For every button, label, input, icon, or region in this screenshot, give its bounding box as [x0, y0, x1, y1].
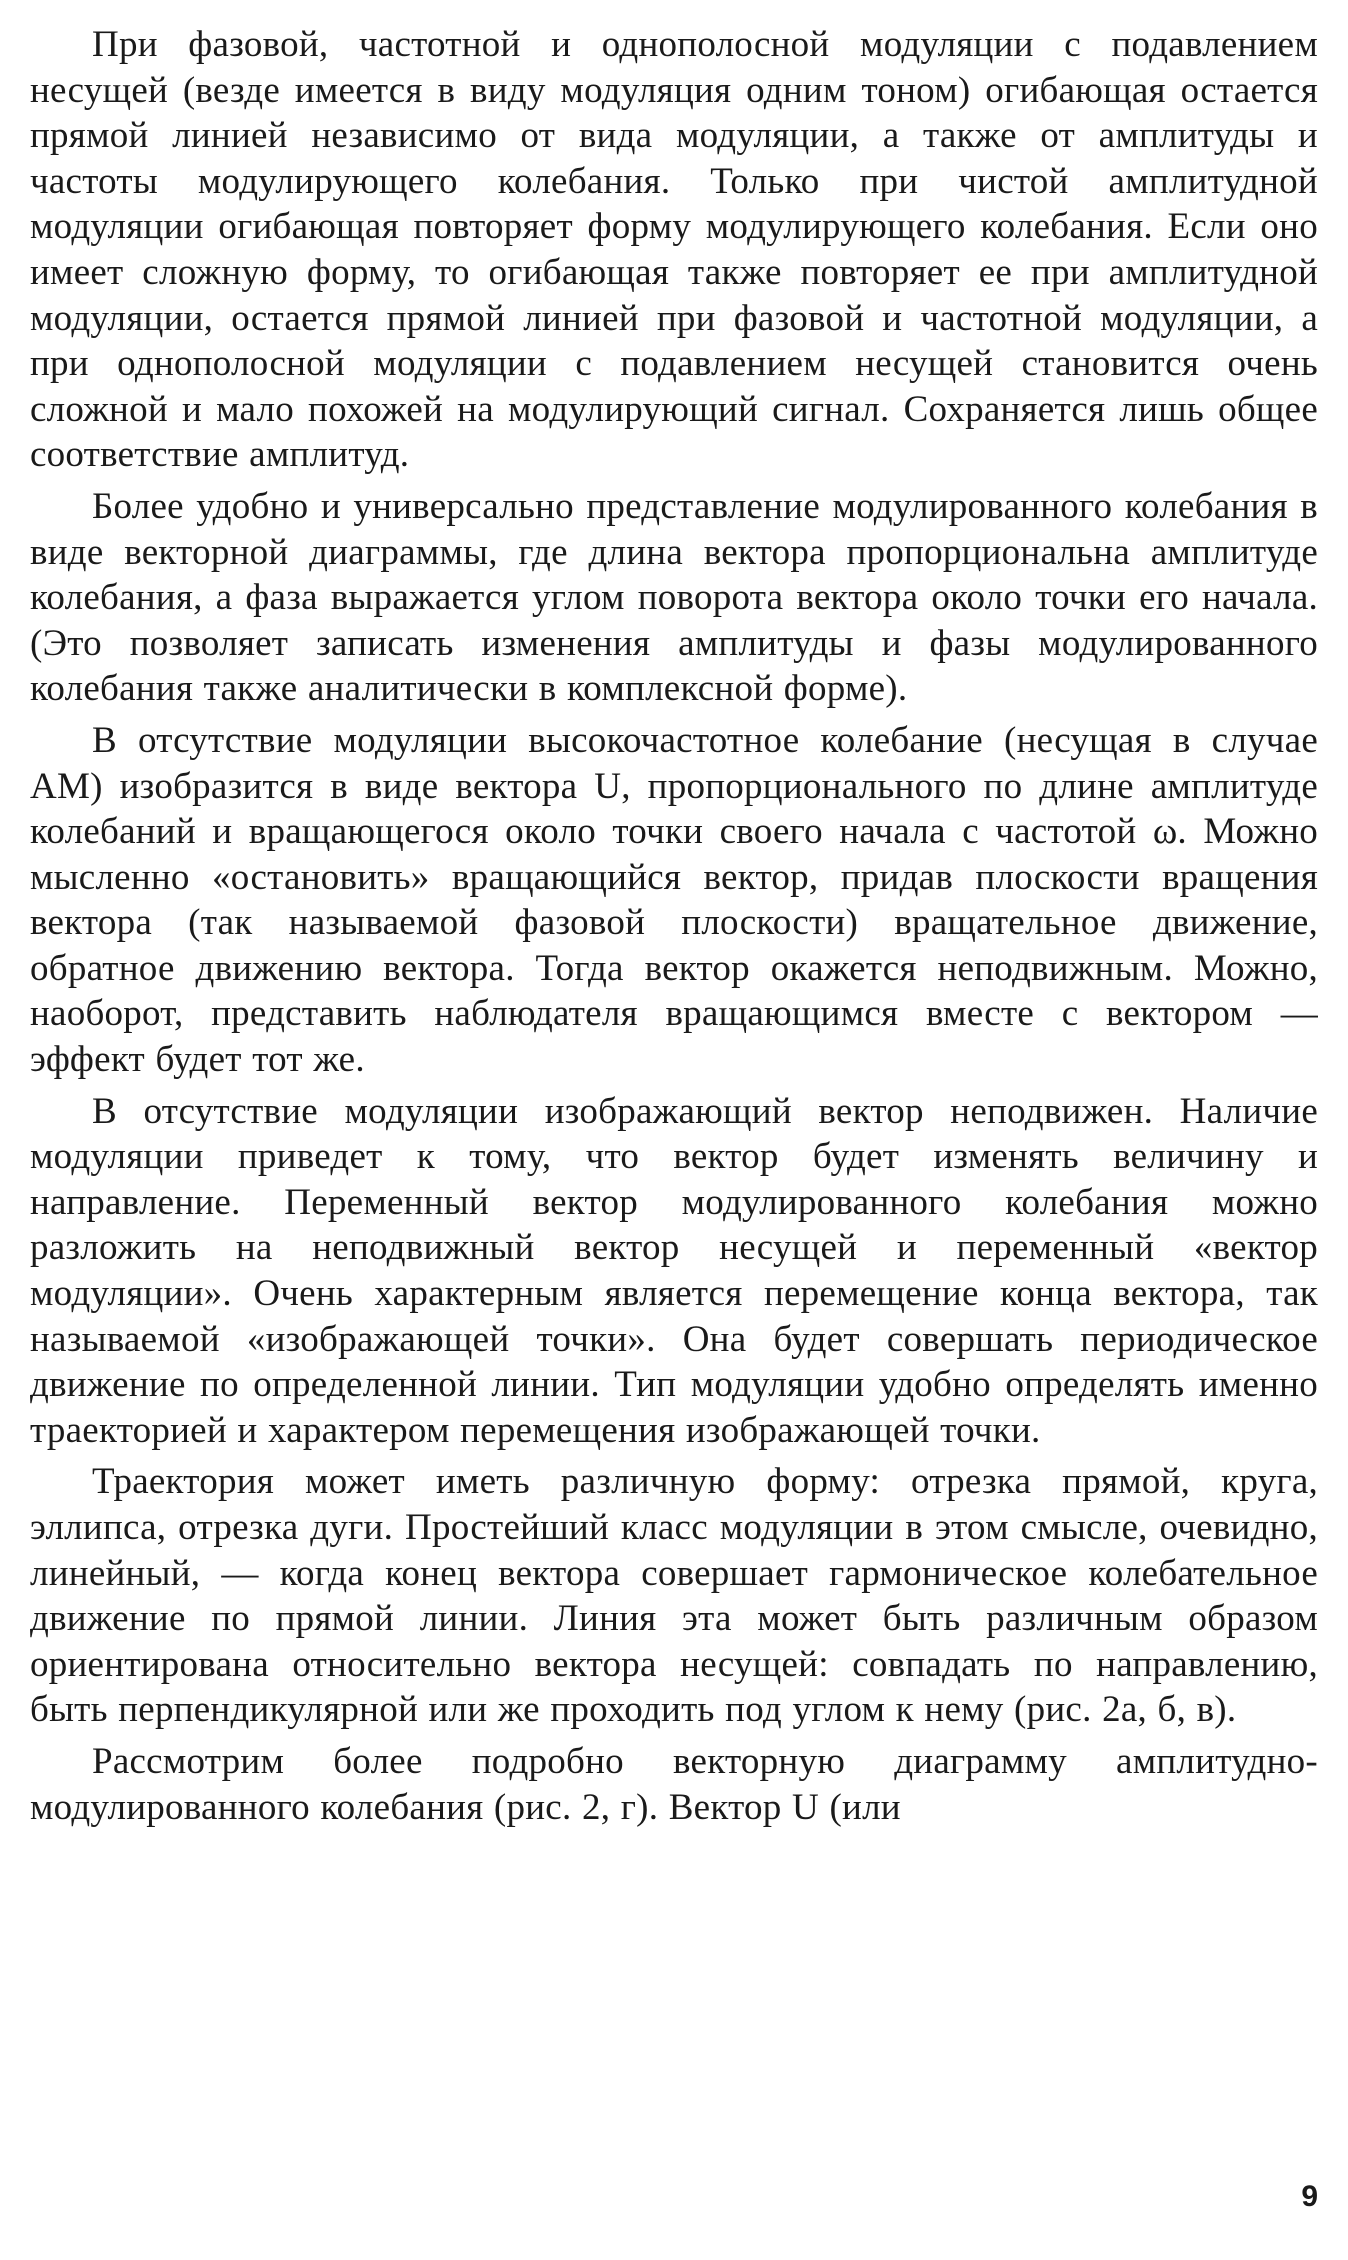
paragraph-modulation-vector: В отсутствие модуляции изображающий вектор неподвижен. Наличие модуляции приведет к тому, что вектор будет изменять величину и направление. Переменный вектор модулированного колебания можно разложить на неподвижный вектор несущей и переменный «вектор модуляции». Очень характерным является перемещение конца вектора, так называемой «изображающей точки». Она будет совершать периодическое движение по определенной линии. Тип модуляции удобно определять именно траекторией и характером перемещения изображающей точки.: [30, 1090, 1318, 1451]
page-body: [30, 22, 1318, 1836]
paragraph-am-diagram: Рассмотрим более подробно векторную диаграмму амплитудно-модулированного колебания (рис. 2, г). Вектор U (или: [30, 1740, 1318, 1828]
page-number: 9: [1301, 2180, 1318, 2213]
paragraph-rotating-vector: В отсутствие модуляции высокочастотное колебание (несущая в случае АМ) изобразится в виде вектора U, пропорционального по длине амплитуде колебаний и вращающегося около точки своего начала с частотой ω. Можно мысленно «остановить» вращающийся вектор, придав плоскости вращения вектора (так называемой фазовой плоскости) вращательное движение, обратное движению вектора. Тогда вектор окажется неподвижным. Можно, наоборот, представить наблюдателя вращающимся вместе с вектором — эффект будет тот же.: [30, 719, 1318, 1081]
paragraph-trajectory: Траектория может иметь различную форму: отрезка прямой, круга, эллипса, отрезка дуги. Простейший класс модуляции в этом смысле, очевидно, линейный, — когда конец вектора совершает гармоническое колебательное движение по прямой линии. Линия эта может быть различным образом ориентирована относительно вектора несущей: совпадать по направлению, быть перпендикулярной или же проходить под углом к нему (рис. 2а, б, в).: [30, 1461, 1318, 1731]
paragraph-modulation-envelope: При фазовой, частотной и однополосной модуляции с подавлением несущей (везде имеется в виду модуляция одним тоном) огибающая остается прямой линией независимо от вида модуляции, а также от амплитуды и частоты модулирующего колебания. Только при чистой амплитудной модуляции огибающая повторяет форму модулирующего колебания. Если оно имеет сложную форму, то огибающая также повторяет ее при амплитудной модуляции, остается прямой линией при фазовой и частотной модуляции, а при однополосной модуляции с подавлением несущей становится очень сложной и мало похожей на модулирующий сигнал. Сохраняется лишь общее соответствие амплитуд.: [30, 24, 1318, 476]
paragraph-vector-diagram: Более удобно и универсально представление модулированного колебания в виде векторной диаграммы, где длина вектора пропорциональна амплитуде колебания, а фаза выражается углом поворота вектора около точки его начала. (Это позволяет записать изменения амплитуды и фазы модулированного колебания также аналитически в комплексной форме).: [30, 485, 1318, 710]
